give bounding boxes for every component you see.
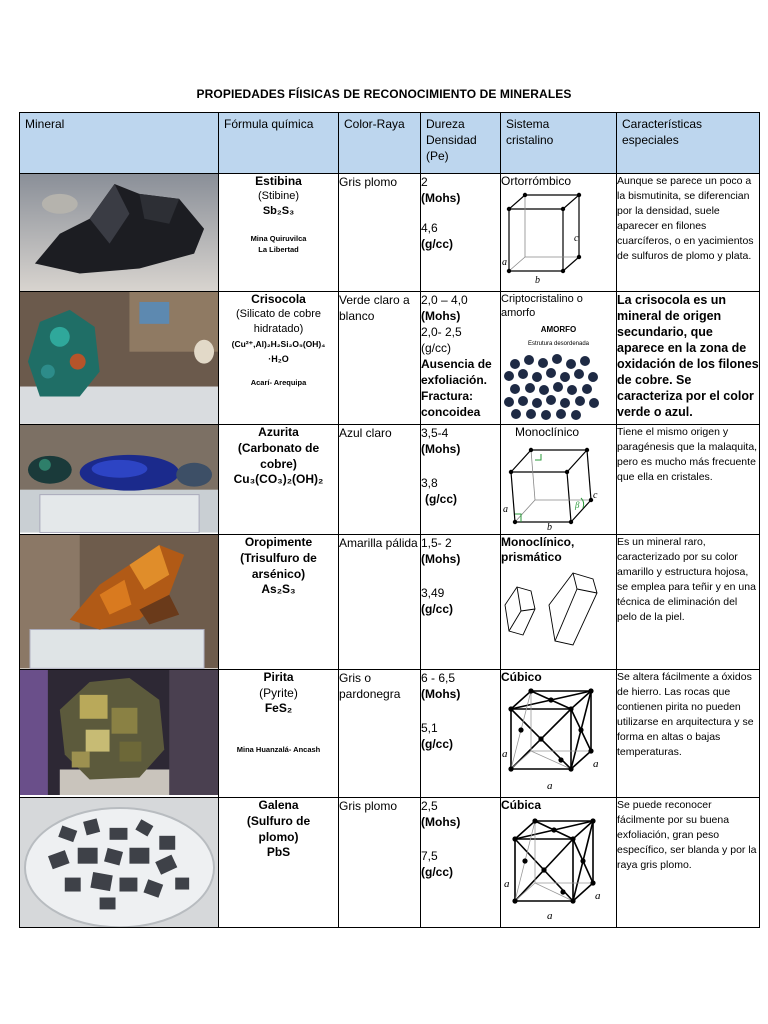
color-raya: Verde claro a blanco <box>339 292 421 425</box>
beta-angle-label: β <box>575 500 580 511</box>
axis-b-label: b <box>535 275 540 285</box>
crystal-system-cell <box>501 292 617 425</box>
estibina-photo <box>20 174 218 291</box>
amorfo-title: AMORFO <box>540 325 577 335</box>
axis-a-label: a <box>547 779 553 792</box>
mineral-photo-cell <box>20 535 219 669</box>
characteristics: Se puede reconocer fácilmente por su buena exfoliación, gran peso específico, ser blanda y por la raya gris plomo. <box>617 797 760 927</box>
header-color: Color-Raya <box>339 113 421 174</box>
crystal-system-cell <box>501 425 617 535</box>
header-formula: Fórmula química <box>219 113 339 174</box>
mineral-location: Mina Huanzalá- Ancash <box>236 744 321 754</box>
crystal-system-label: Monoclínico, prismático <box>501 535 575 565</box>
table-row <box>20 797 760 927</box>
hardness-cell: 6 - 6,5 (Mohs) 5,1 (g/cc) <box>421 669 501 797</box>
header-mineral: Mineral <box>20 113 219 174</box>
crystal-system-label: Monoclínico <box>515 425 580 440</box>
mineral-photo-cell <box>20 425 219 535</box>
mineral-name: Crisocola <box>251 292 306 307</box>
orthorhombic-diagram <box>501 189 605 285</box>
mineral-name: Galena <box>258 797 299 812</box>
color-raya: Amarilla pálida <box>339 535 421 669</box>
mineral-name-cell: Galena (Sulfuro de plomo) PbS <box>219 797 339 927</box>
hardness-cell: 1,5- 2 (Mohs) 3,49 (g/cc) <box>421 535 501 669</box>
mineral-formula: FeS₂ <box>264 700 293 715</box>
table-row <box>20 669 760 797</box>
crystal-system-label: Cúbico <box>501 669 542 684</box>
crystal-system-label: Cúbica <box>501 797 542 812</box>
hardness-cell: 3,5-4 (Mohs) 3,8 (g/cc) <box>421 425 501 535</box>
cubic-fcc-diagram <box>501 685 605 793</box>
axis-b-label: b <box>547 522 552 531</box>
header-caracteristicas: Características especiales <box>617 113 760 174</box>
crisocola-photo <box>20 292 218 423</box>
mineral-name-cell: Pirita (Pyrite) FeS₂ Mina Huanzalá- Ancash <box>219 669 339 797</box>
color-raya: Gris plomo <box>339 174 421 292</box>
mineral-formula: As₂S₃ <box>261 582 296 597</box>
pirita-photo <box>20 670 218 795</box>
mineral-name: Pirita <box>263 669 294 684</box>
crystal-system-cell <box>501 174 617 292</box>
mineral-photo-cell <box>20 669 219 797</box>
header-sistema: Sistema cristalino <box>501 113 617 174</box>
mineral-name-cell: Azurita (Carbonato de cobre) Cu₃(CO₃)₂(OH)₂ <box>219 425 339 535</box>
crystal-system-cell <box>501 797 617 927</box>
mineral-formula: (Cu²⁺,Al)₂H₂Si₂O₅(OH)₄ <box>231 339 326 350</box>
axis-c-label: c <box>593 490 598 502</box>
axis-a-label: a <box>502 257 507 268</box>
axis-a-label: a <box>547 909 553 922</box>
mineral-name-cell: Crisocola (Silicato de cobre hidratado) (Cu²⁺,Al)₂H₂Si₂O₅(OH)₄ ·H₂O Acarí- Arequipa <box>219 292 339 425</box>
mineral-photo-cell <box>20 174 219 292</box>
oropimente-photo <box>20 535 218 668</box>
amorfo-subtitle: Estrutura desordenada <box>527 341 590 348</box>
characteristics: La crisocola es un mineral de origen secundario, que aparece en la zona de oxidación de los filones de cobre. Se caracteriza por el color verde o azul. <box>617 292 760 425</box>
axis-a-label: a <box>504 877 510 890</box>
characteristics: Se altera fácilmente a óxidos de hierro. Las rocas que contienen pirita no pueden utilizarse en arquitectura y se forma en altas o bajas temperaturas. <box>617 669 760 797</box>
axis-a-label: a <box>502 747 508 760</box>
mineral-formula: PbS <box>266 844 291 859</box>
mineral-name: Estibina <box>255 174 302 188</box>
mineral-location: Acarí- Arequipa <box>250 378 307 388</box>
hardness-cell: 2,5 (Mohs) 7,5 (g/cc) <box>421 797 501 927</box>
table-row <box>20 292 760 425</box>
crystal-system-label: Criptocristalino o amorfo <box>501 293 583 320</box>
monoclinic-diagram <box>501 440 605 530</box>
table-row <box>20 535 760 669</box>
mineral-name-cell: Estibina (Stibine) Sb₂S₃ Mina Quiruvilca La Libertad <box>219 174 339 292</box>
table-header-row <box>20 113 760 174</box>
mineral-formula: Cu₃(CO₃)₂(OH)₂ <box>233 472 324 487</box>
axis-c-label: c <box>574 233 579 244</box>
cubic-fcc-diagram-galena <box>501 813 605 923</box>
color-raya: Gris o pardonegra <box>339 669 421 797</box>
amorphous-structure-diagram <box>501 352 605 420</box>
color-raya: Gris plomo <box>339 797 421 927</box>
table-row <box>20 425 760 535</box>
characteristics: Aunque se parece un poco a la bismutinita, se diferencian por la densidad, suele aparecer en filones cuarcíferos, o en yacimientos de sulfuros de plomo y plata. <box>617 174 760 292</box>
crystal-system-label: Ortorrómbico <box>501 174 572 188</box>
characteristics: Tiene el mismo origen y paragénesis que la malaquita, pero es mucho más frecuente que ella en cristales. <box>617 425 760 535</box>
crystal-system-cell <box>501 535 617 669</box>
axis-a-label: a <box>593 757 599 770</box>
mineral-name: Oropimente <box>244 535 313 550</box>
minerals-table <box>19 112 760 928</box>
mineral-name: Azurita <box>258 425 299 440</box>
mineral-photo-cell <box>20 797 219 927</box>
characteristics: Es un mineral raro, caracterizado por su color amarillo y estructura hojosa, se emplea para teñir y en una técnica de eliminación del pelo de la piel. <box>617 535 760 669</box>
mineral-formula: Sb₂S₃ <box>262 205 295 217</box>
galena-photo <box>20 798 218 927</box>
color-raya: Azul claro <box>339 425 421 535</box>
mineral-name-cell: Oropimente (Trisulfuro de arsénico) As₂S₃ <box>219 535 339 669</box>
table-row <box>20 174 760 292</box>
azurita-photo <box>20 425 218 532</box>
mineral-location: Mina Quiruvilca La Libertad <box>250 234 307 254</box>
monoclinic-prismatic-diagram <box>501 565 605 651</box>
mineral-photo-cell <box>20 292 219 425</box>
axis-a-label: a <box>503 504 508 516</box>
hardness-cell: 2,0 – 4,0 (Mohs) 2,0- 2,5 (g/cc) Ausencia de exfoliación. Fractura: concoidea <box>421 292 501 425</box>
document-title: PROPIEDADES FÍISICAS DE RECONOCIMIENTO DE MINERALES <box>196 87 572 101</box>
crystal-system-cell <box>501 669 617 797</box>
hardness-cell: 2 (Mohs) 4,6 (g/cc) <box>421 174 501 292</box>
header-dureza: Dureza Densidad (Pe) <box>421 113 501 174</box>
axis-a-label: a <box>595 889 601 902</box>
